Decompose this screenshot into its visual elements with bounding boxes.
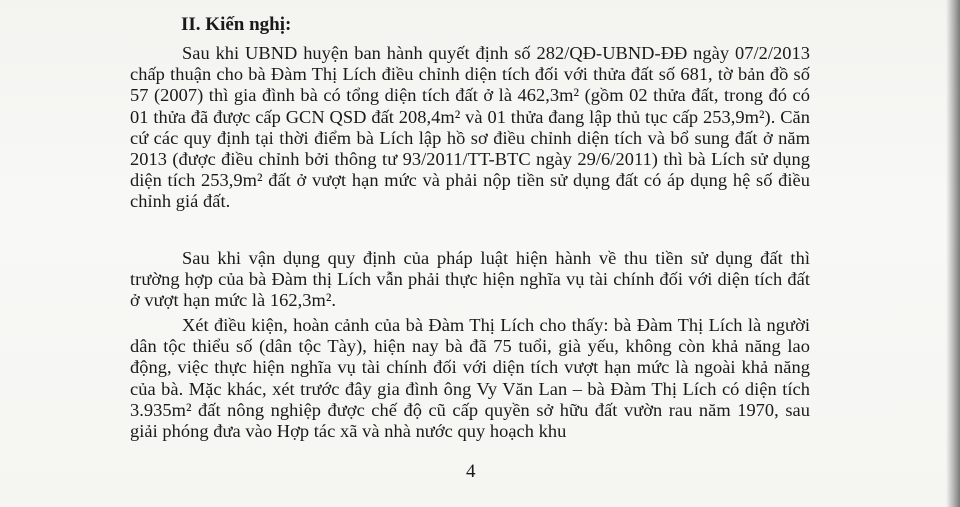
page-number: 4 bbox=[466, 461, 476, 482]
paragraph-3: Xét điều kiện, hoàn cảnh của bà Đàm Thị Lích cho thấy: bà Đàm Thị Lích là người dân tộc thiểu số (dân tộc Tày), hiện nay bà đã 75 tuổi, già yếu, không còn khả năng lao động, việc thực hiện nghĩa vụ tài chính đối với diện tích vượt hạn mức là ngoài khả năng của bà. Mặc khác, xét trước đây gia đình ông Vy Văn Lan – bà Đàm Thị Lích có diện tích 3.935m² đất nông nghiệp được chế độ cũ cấp quyền sở hữu đất vườn rau năm 1970, sau giải phóng đưa vào Hợp tác xã và nhà nước quy hoạch khu bbox=[130, 315, 810, 442]
scan-shadow-edge bbox=[946, 0, 960, 507]
paragraph-2: Sau khi vận dụng quy định của pháp luật hiện hành về thu tiền sử dụng đất thì trường hợp của bà Đàm thị Lích vẫn phải thực hiện nghĩa vụ tài chính đối với diện tích đất ở vượt hạn mức là 162,3m². bbox=[130, 248, 810, 311]
paragraph-1: Sau khi UBND huyện ban hành quyết định số 282/QĐ-UBND-ĐĐ ngày 07/2/2013 chấp thuận cho bà Đàm Thị Lích điều chỉnh diện tích đối với thửa đất số 681, tờ bản đồ số 57 (2007) thì gia đình bà có tổng diện tích đất ở là 462,3m² (gồm 02 thửa đất, trong đó có 01 thửa đã được cấp GCN QSD đất 208,4m² và 01 thửa đang lập thủ tục cấp 253,9m²). Căn cứ các quy định tại thời điểm bà Lích lập hồ sơ điều chỉnh diện tích và bổ sung đất ở năm 2013 (được điều chỉnh bởi thông tư 93/2011/TT-BTC ngày 29/6/2011) thì bà Lích sử dụng diện tích 253,9m² đất ở vượt hạn mức và phải nộp tiền sử dụng đất có áp dụng hệ số điều chỉnh giá đất. bbox=[130, 43, 810, 212]
section-heading: II. Kiến nghị: bbox=[181, 14, 292, 35]
